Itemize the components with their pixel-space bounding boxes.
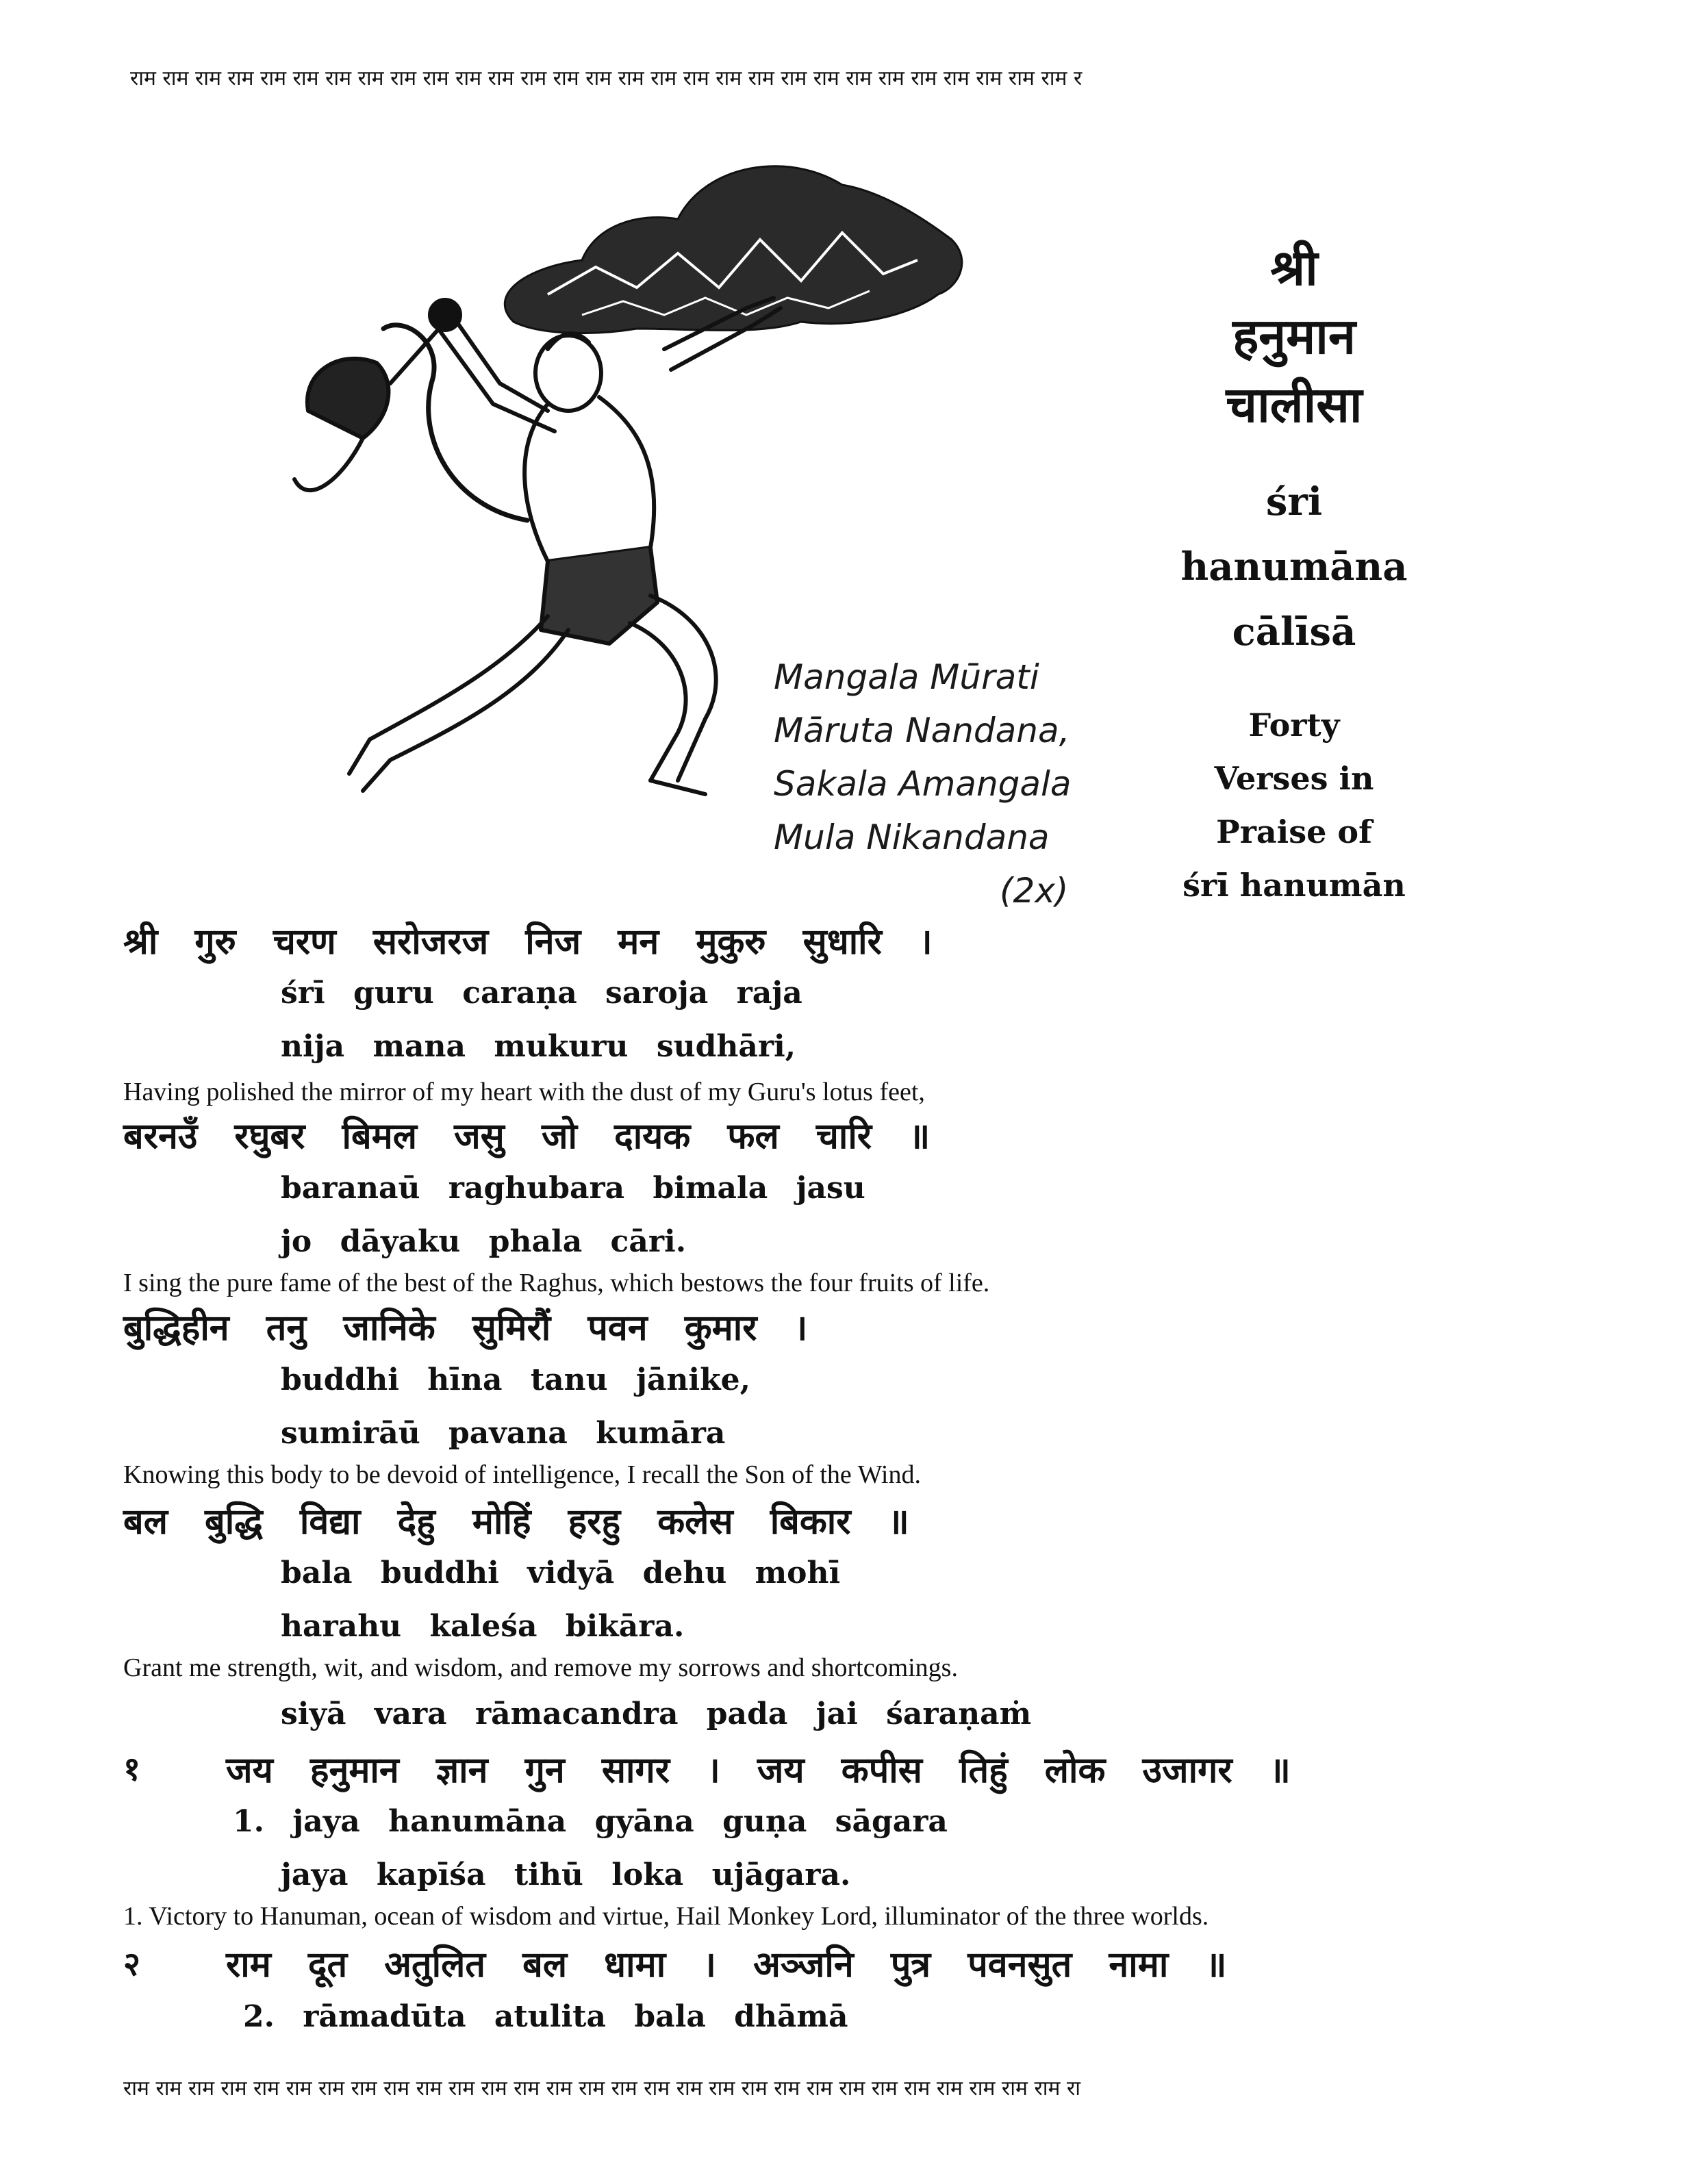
doha-4-devanagari: बल बुद्धि विद्या देहु मोहिं हरहु कलेस बिकार ॥ <box>123 1501 909 1542</box>
verse-1-number: १ <box>123 1750 140 1788</box>
title-deva-chalisa: चालीसा <box>1226 376 1363 433</box>
handwritten-line-3: Sakala Amangala <box>774 764 1072 804</box>
doha-1-devanagari: श्री गुरु चरण सरोजरज निज मन मुकुरु सुधारि । <box>123 922 933 963</box>
bottom-border-ram-row: राम राम राम राम राम राम राम राम राम राम राम राम राम राम राम राम राम राम राम राम राम राम राम राम राम राम राम राम राम रा <box>123 2077 1081 2100</box>
title-roman-sri: śri <box>1265 479 1323 524</box>
doha-3-translit-2: sumirāū pavana kumāra <box>281 1416 726 1451</box>
mountain-icon <box>505 166 962 333</box>
verse-1-devanagari: जय हनुमान ज्ञान गुन सागर । जय कपीस तिहुं लोक उजागर ॥ <box>226 1750 1291 1791</box>
subtitle-line-2: Verses in <box>1214 760 1374 797</box>
subtitle-line-1: Forty <box>1248 707 1340 744</box>
verse-1-english: 1. Victory to Hanuman, ocean of wisdom and virtue, Hail Monkey Lord, illuminator of the three worlds. <box>123 1902 1209 1931</box>
doha-1-translit-1: śrī guru caraṇa saroja raja <box>281 976 802 1011</box>
doha-2-devanagari: बरनउँ रघुबर बिमल जसु जो दायक फल चारि ॥ <box>123 1116 931 1157</box>
title-roman-hanumana: hanumāna <box>1180 544 1408 589</box>
doha-3-translit-1: buddhi hīna tanu jānike, <box>281 1362 750 1397</box>
handwritten-line-2: Māruta Nandana, <box>774 711 1070 750</box>
verse-1-translit-1: 1. jaya hanumāna gyāna guṇa sāgara <box>233 1804 948 1839</box>
subtitle-line-3: Praise of <box>1216 813 1372 850</box>
top-border-ram-row: राम राम राम राम राम राम राम राम राम राम राम राम राम राम राम राम राम राम राम राम राम राम राम राम राम राम राम राम राम र <box>130 66 1083 90</box>
title-roman-calisa: cālīsā <box>1232 609 1356 655</box>
hanuman-figure <box>294 298 781 794</box>
doha-3-english: Knowing this body to be devoid of intelligence, I recall the Son of the Wind. <box>123 1460 921 1489</box>
title-deva-shri: श्री <box>1270 239 1318 296</box>
doha-2-translit-2: jo dāyaku phala cāri. <box>281 1224 687 1259</box>
subtitle-line-4: śrī hanumān <box>1182 867 1406 904</box>
doha-2-translit-1: baranaū raghubara bimala jasu <box>281 1171 865 1206</box>
doha-2-english: I sing the pure fame of the best of the Raghus, which bestows the four fruits of life. <box>123 1269 990 1297</box>
doha-4-translit-2: harahu kaleśa bikāra. <box>281 1609 685 1644</box>
handwritten-line-1: Mangala Mūrati <box>774 657 1039 697</box>
verse-2-translit-1: 2. rāmadūta atulita bala dhāmā <box>243 1999 848 2034</box>
verse-2-devanagari: राम दूत अतुलित बल धामा । अञ्जनि पुत्र पवनसुत नामा ॥ <box>226 1944 1227 1985</box>
handwritten-line-4: Mula Nikandana <box>774 817 1050 857</box>
refrain-line: siyā vara rāmacandra pada jai śaraṇaṁ <box>281 1697 1032 1731</box>
doha-4-english: Grant me strength, wit, and wisdom, and remove my sorrows and shortcomings. <box>123 1653 958 1682</box>
doha-1-translit-2: nija mana mukuru sudhāri, <box>281 1029 796 1064</box>
handwritten-line-5: (2x) <box>1000 871 1069 911</box>
doha-1-english: Having polished the mirror of my heart with the dust of my Guru's lotus feet, <box>123 1078 925 1106</box>
verse-1-translit-2: jaya kapīśa tihū loka ujāgara. <box>281 1857 851 1892</box>
doha-3-devanagari: बुद्धिहीन तनु जानिके सुमिरौं पवन कुमार । <box>123 1308 808 1349</box>
title-deva-hanuman: हनुमान <box>1232 307 1356 365</box>
verse-2-number: २ <box>123 1945 140 1983</box>
doha-4-translit-1: bala buddhi vidyā dehu mohī <box>281 1556 841 1590</box>
